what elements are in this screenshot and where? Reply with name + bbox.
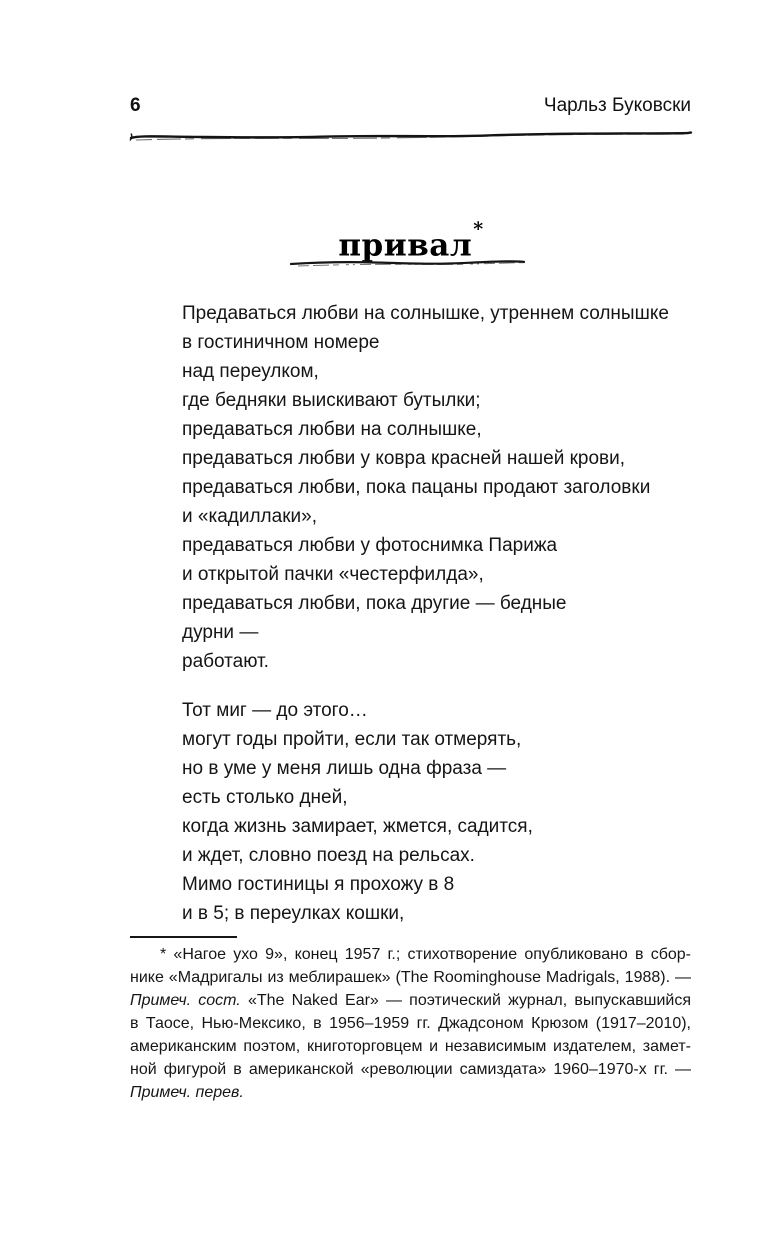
poem-line: когда жизнь замирает, жмется, садится,	[182, 816, 533, 837]
footnote-line	[130, 989, 691, 1012]
footnote-segment: в Таосе, Нью-Мексико, в 1956–1959 гг. Джадсоном Крюзом (1917–2010),	[130, 1015, 691, 1032]
footnote-segment: нике «Мадригалы из меблирашек» (The Roominghouse Madrigals, 1988). —	[130, 969, 691, 986]
poem-line: и открытой пачки «честерфилда»,	[182, 564, 484, 585]
poem-line: предаваться любви, пока другие — бедные	[182, 593, 567, 614]
poem-line: где бедняки выискивают бутылки;	[182, 390, 481, 411]
poem	[182, 299, 687, 928]
text-column	[130, 0, 691, 1241]
footnote-text	[130, 943, 691, 1104]
footnote-segment: ной фигурой в американской «революции самиздата» 1960–1970-х гг. —	[130, 1061, 691, 1078]
footnote-segment-italic: Примеч. сост.	[130, 992, 241, 1009]
poem-line: работают.	[182, 651, 269, 672]
stanza	[182, 299, 687, 676]
poem-line: Мимо гостиницы я прохожу в 8	[182, 874, 455, 895]
poem-line: и «кадиллаки»,	[182, 506, 317, 527]
footnote-line	[130, 943, 691, 966]
poem-line: предаваться любви у ковра красней нашей крови,	[182, 448, 626, 469]
title-underline-squiggle	[288, 254, 532, 272]
poem-line: предаваться любви у фотоснимка Парижа	[182, 535, 558, 556]
footnote-separator-rule	[130, 936, 237, 938]
poem-line: в гостиничном номере	[182, 332, 380, 353]
poem-line: дурни —	[182, 622, 259, 643]
poem-line: Тот миг — до этого…	[182, 700, 368, 721]
poem-line: и в 5; в переулках кошки,	[182, 903, 405, 924]
poem-line: есть столько дней,	[182, 787, 348, 808]
poem-line: но в уме у меня лишь одна фраза —	[182, 758, 507, 779]
footnote-segment: американским поэтом, книготорговцем и независимым издателем, замет-	[130, 1038, 691, 1055]
footnote-line	[130, 1058, 691, 1081]
running-header-author: Чарльз Буковски	[543, 95, 691, 116]
stanza	[182, 696, 687, 928]
header-rule-ink-line	[128, 127, 694, 145]
page-number: 6	[130, 95, 141, 116]
running-header	[130, 95, 691, 117]
footnote-segment: * «Нагое ухо 9», конец 1957 г.; стихотворение опубликовано в сбор-	[160, 946, 691, 963]
poem-line: Предаваться любви на солнышке, утреннем солнышке	[182, 303, 669, 324]
poem-title-text: привал	[338, 227, 473, 264]
footnote-marker: *	[473, 217, 484, 240]
footnote-line	[130, 1035, 691, 1058]
footnote-segment: «The Naked Ear» — поэтический журнал, выпускавшийся	[240, 992, 692, 1009]
footnote-line	[130, 1012, 691, 1035]
footnote-line	[130, 966, 691, 989]
poem-line: предаваться любви, пока пацаны продают заголовки	[182, 477, 651, 498]
footnote-segment-italic: Примеч. перев.	[130, 1084, 244, 1101]
poem-line: предаваться любви на солнышке,	[182, 419, 482, 440]
footnote-line	[130, 1081, 691, 1104]
poem-line: и ждет, словно поезд на рельсах.	[182, 845, 475, 866]
footnote	[130, 936, 691, 1104]
poem-line: над переулком,	[182, 361, 319, 382]
poem-line: могут годы пройти, если так отмерять,	[182, 729, 522, 750]
